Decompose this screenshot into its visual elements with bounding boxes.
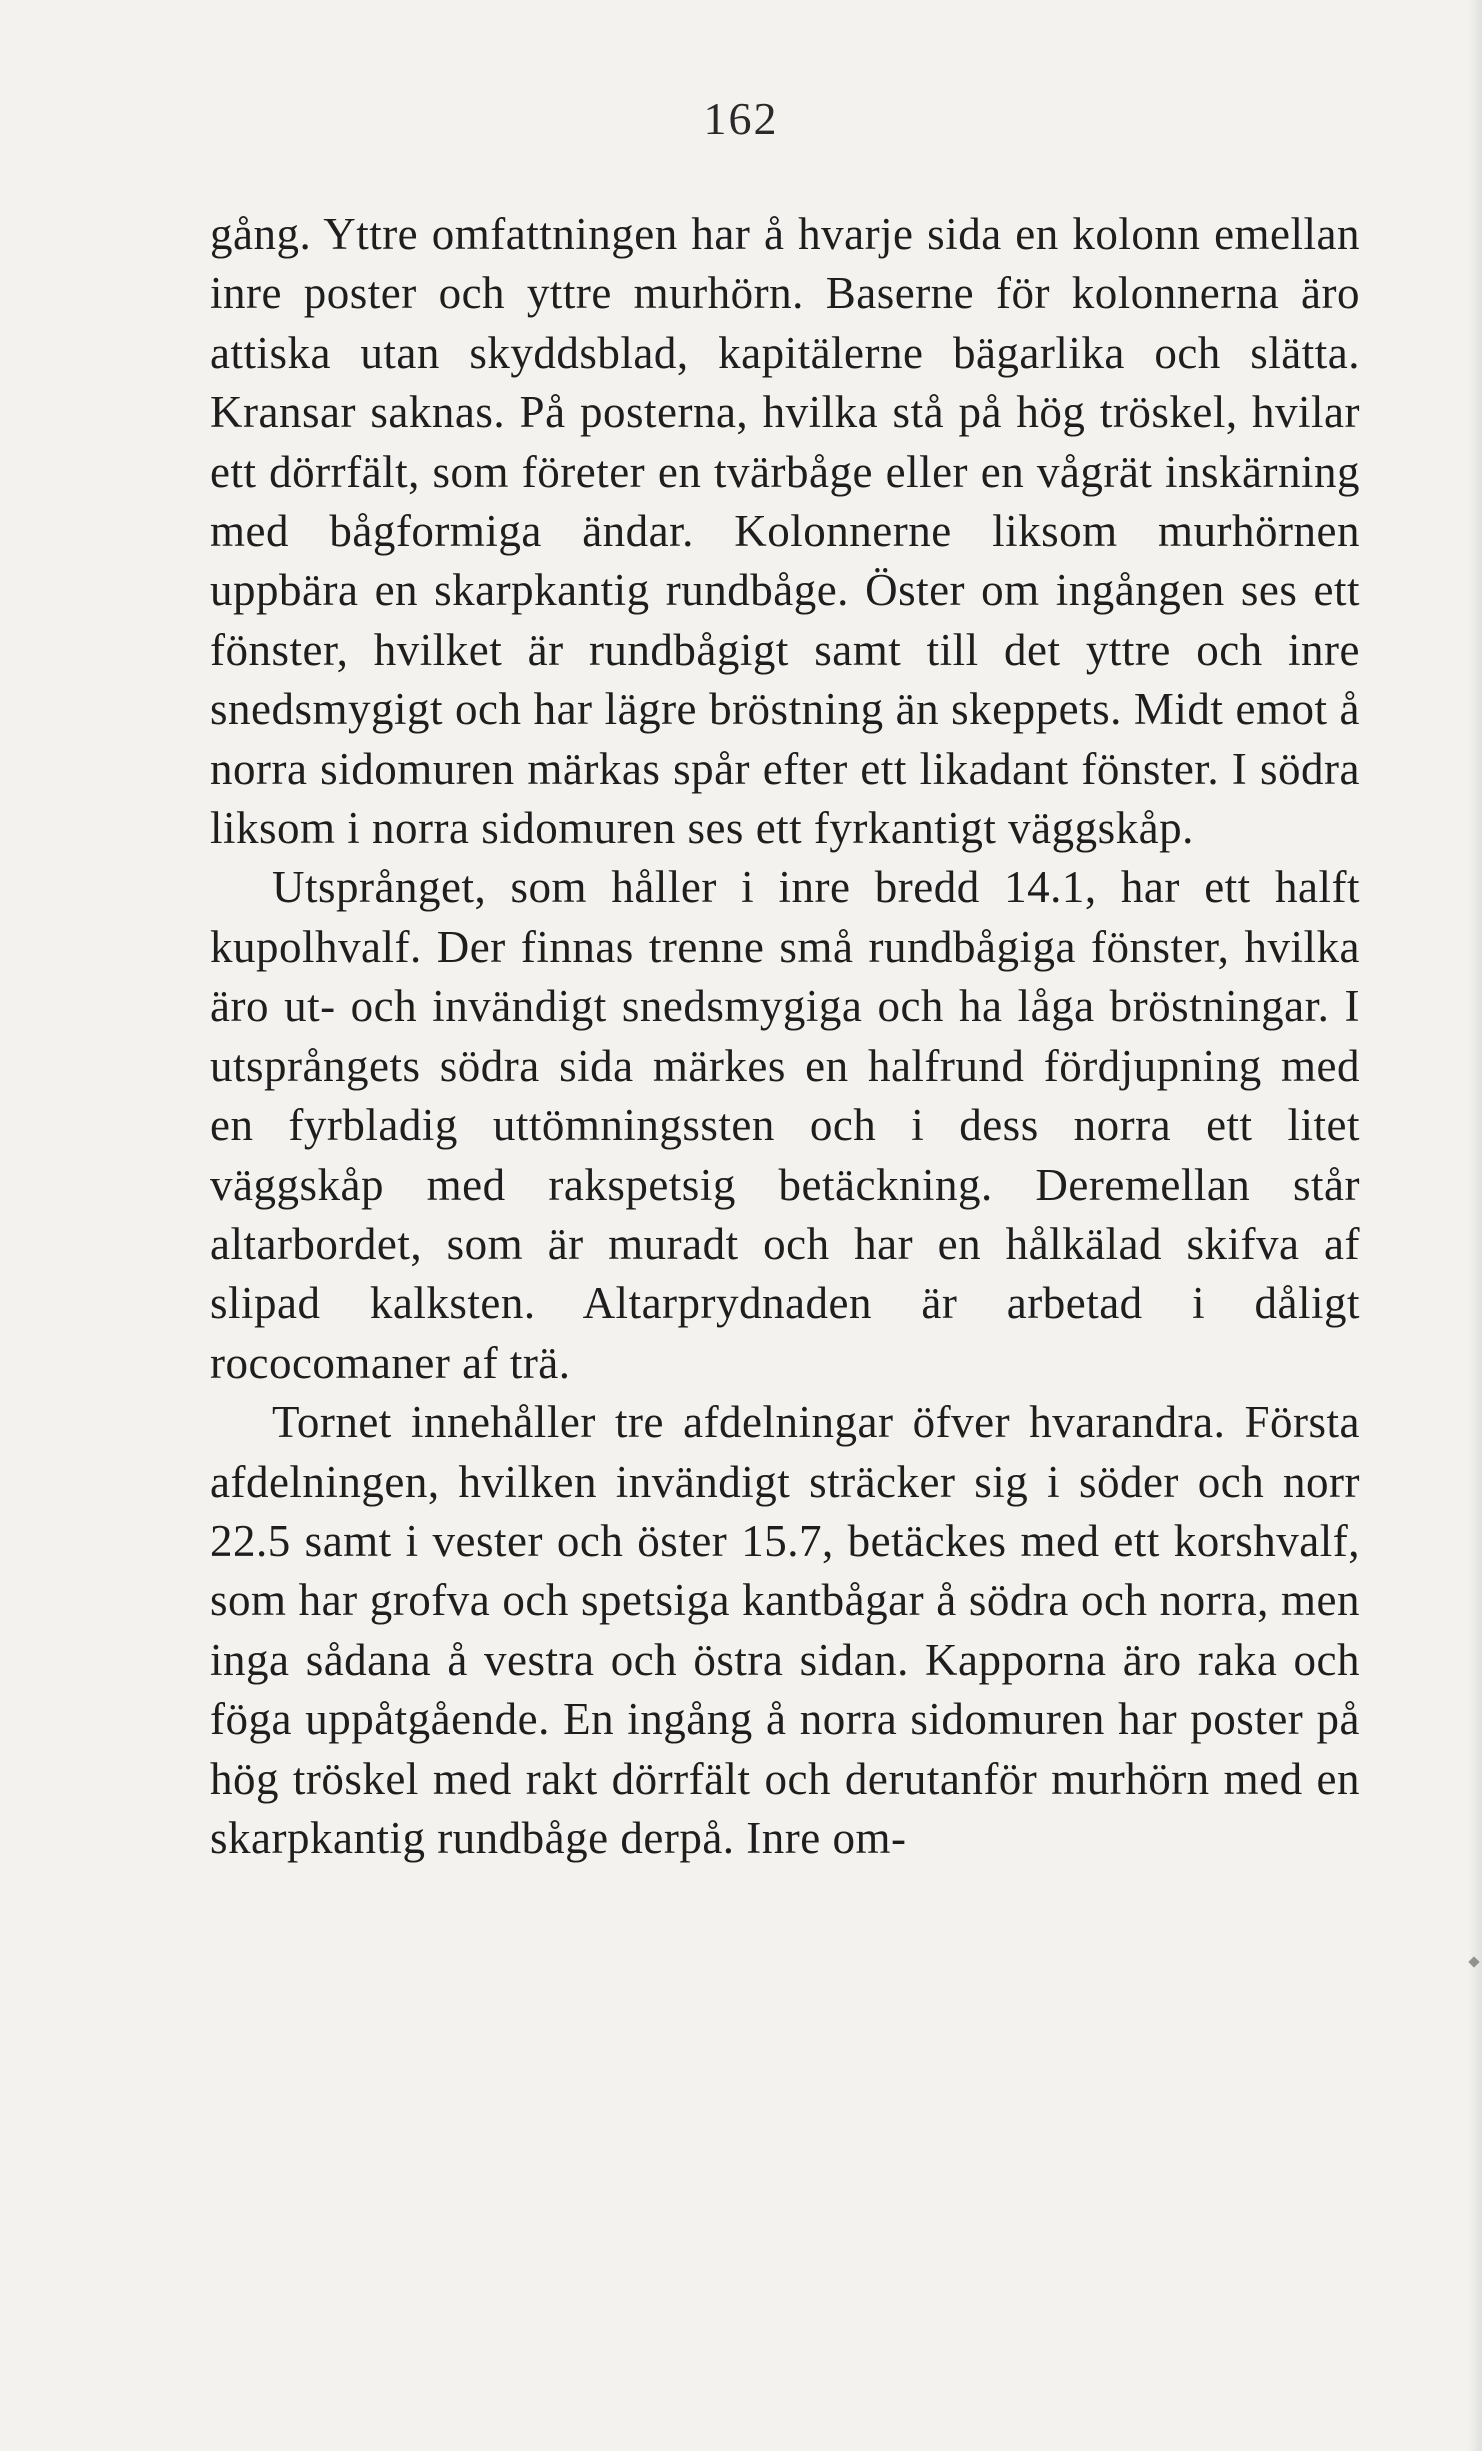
- paragraph-3: Tornet innehåller tre afdelningar öfver hvarandra. Första afdelningen, hvilken invändigt sträcker sig i söder och norr 22.5 samt i vester och öster 15.7, betäckes med ett korshvalf, som har grofva och spetsiga kantbågar å södra och norra, men inga sådana å vestra och östra sidan. Kapporna äro raka och föga uppåtgående. En ingång å norra sidomuren har poster på hög tröskel med rakt dörrfält och derutanför murhörn med en skarpkantig rundbåge derpå. Inre om-: [210, 1397, 1360, 1863]
- paragraph-2: Utsprånget, som håller i inre bredd 14.1, har ett halft kupolhvalf. Der finnas trenne små rundbågiga fönster, hvilka äro ut- och invändigt snedsmygiga och ha låga bröstningar. I utsprångets södra sida märkes en halfrund fördjupning med en fyrbladig uttömningssten och i dess norra ett litet väggskåp med rakspetsig betäckning. Deremellan står altarbordet, som är muradt och har en hålkälad skifva af slipad kalksten. Altarprydnaden är arbetad i dåligt rococomaner af trä.: [210, 862, 1360, 1388]
- paragraph-1: gång. Yttre omfattningen har å hvarje sida en kolonn emellan inre poster och yttre murhörn. Baserne för kolonnerna äro attiska utan skyddsblad, kapitälerne bägarlika och slätta. Kransar saknas. På posterna, hvilka stå på hög tröskel, hvilar ett dörrfält, som företer en tvärbåge eller en vågrät inskärning med bågformiga ändar. Kolonnerne liksom murhörnen uppbära en skarpkantig rundbåge. Öster om ingången ses ett fönster, hvilket är rundbågigt samt till det yttre och inre snedsmygigt och har lägre bröstning än skeppets. Midt emot å norra sidomuren märkas spår efter ett likadant fönster. I södra liksom i norra sidomuren ses ett fyrkantigt väggskåp.: [210, 209, 1360, 854]
- page-edge-shadow: [1468, 0, 1482, 2451]
- page-number: 162: [703, 93, 779, 144]
- body-text: [210, 205, 1360, 1868]
